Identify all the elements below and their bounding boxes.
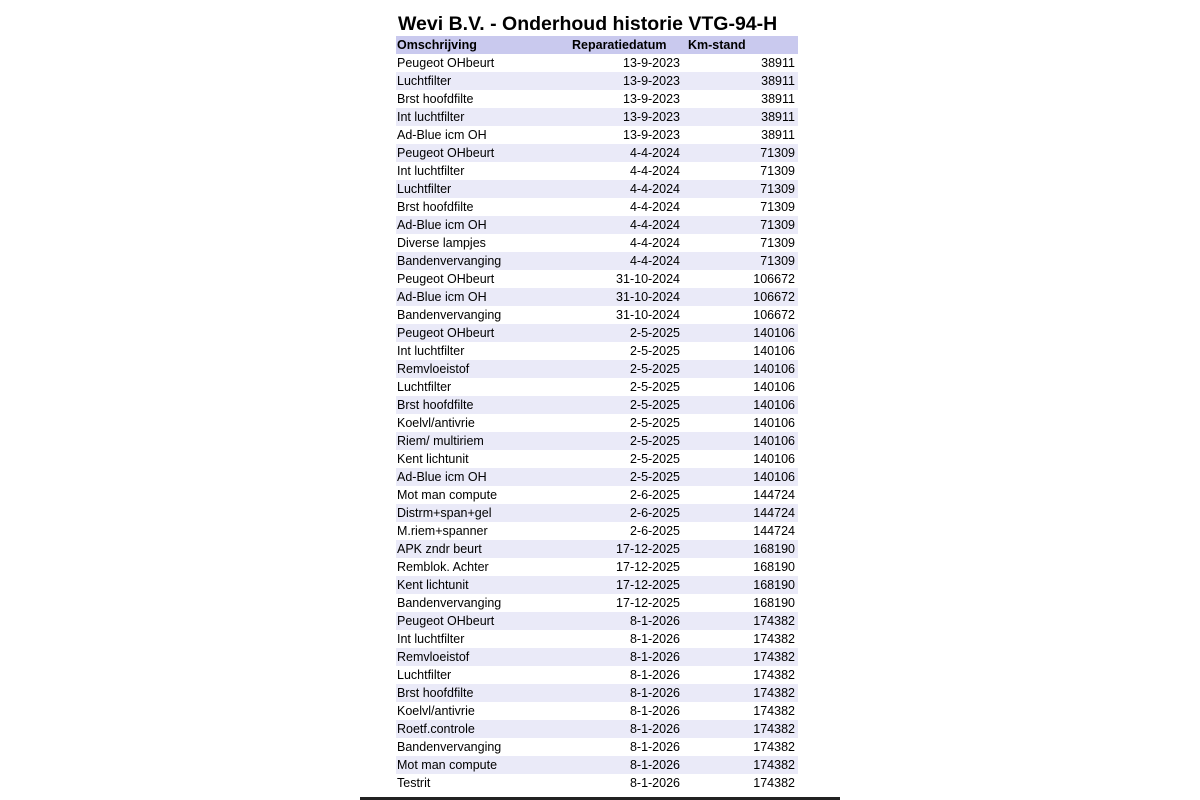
cell-km-stand: 174382 bbox=[682, 684, 798, 702]
cell-km-stand: 140106 bbox=[682, 468, 798, 486]
table-row bbox=[396, 630, 798, 648]
cell-omschrijving: Remvloeistof bbox=[396, 360, 570, 378]
table-row bbox=[396, 180, 798, 198]
table-row bbox=[396, 486, 798, 504]
cell-reparatiedatum: 4-4-2024 bbox=[570, 162, 682, 180]
table-row bbox=[396, 306, 798, 324]
cell-reparatiedatum: 17-12-2025 bbox=[570, 558, 682, 576]
table-row bbox=[396, 144, 798, 162]
cell-omschrijving: Luchtfilter bbox=[396, 378, 570, 396]
document-title: Wevi B.V. - Onderhoud historie VTG-94-H bbox=[398, 13, 778, 35]
cell-omschrijving: Luchtfilter bbox=[396, 72, 570, 90]
cell-omschrijving: Mot man compute bbox=[396, 756, 570, 774]
cell-km-stand: 38911 bbox=[682, 126, 798, 144]
cell-km-stand: 140106 bbox=[682, 432, 798, 450]
cell-reparatiedatum: 2-5-2025 bbox=[570, 468, 682, 486]
cell-km-stand: 140106 bbox=[682, 360, 798, 378]
table-row bbox=[396, 378, 798, 396]
cell-reparatiedatum: 13-9-2023 bbox=[570, 126, 682, 144]
cell-reparatiedatum: 8-1-2026 bbox=[570, 702, 682, 720]
cell-reparatiedatum: 13-9-2023 bbox=[570, 108, 682, 126]
maintenance-table bbox=[396, 36, 798, 792]
table-row bbox=[396, 198, 798, 216]
cell-omschrijving: APK zndr beurt bbox=[396, 540, 570, 558]
cell-omschrijving: Peugeot OHbeurt bbox=[396, 144, 570, 162]
cell-reparatiedatum: 31-10-2024 bbox=[570, 288, 682, 306]
cell-omschrijving: Brst hoofdfilte bbox=[396, 198, 570, 216]
cell-omschrijving: Bandenvervanging bbox=[396, 306, 570, 324]
cell-km-stand: 168190 bbox=[682, 594, 798, 612]
cell-omschrijving: Kent lichtunit bbox=[396, 450, 570, 468]
cell-km-stand: 106672 bbox=[682, 270, 798, 288]
table-row bbox=[396, 342, 798, 360]
cell-km-stand: 71309 bbox=[682, 180, 798, 198]
cell-km-stand: 71309 bbox=[682, 252, 798, 270]
table-row bbox=[396, 252, 798, 270]
table-body bbox=[396, 54, 798, 792]
table-row bbox=[396, 54, 798, 72]
cell-km-stand: 174382 bbox=[682, 630, 798, 648]
cell-reparatiedatum: 31-10-2024 bbox=[570, 270, 682, 288]
table-row bbox=[396, 756, 798, 774]
cell-reparatiedatum: 17-12-2025 bbox=[570, 576, 682, 594]
cell-reparatiedatum: 2-5-2025 bbox=[570, 414, 682, 432]
cell-reparatiedatum: 2-6-2025 bbox=[570, 504, 682, 522]
cell-omschrijving: Remvloeistof bbox=[396, 648, 570, 666]
table-row bbox=[396, 468, 798, 486]
table-row bbox=[396, 72, 798, 90]
cell-reparatiedatum: 17-12-2025 bbox=[570, 594, 682, 612]
table-row bbox=[396, 540, 798, 558]
table-row bbox=[396, 522, 798, 540]
cell-km-stand: 174382 bbox=[682, 702, 798, 720]
cell-omschrijving: Int luchtfilter bbox=[396, 630, 570, 648]
table-row bbox=[396, 126, 798, 144]
cell-omschrijving: Roetf.controle bbox=[396, 720, 570, 738]
cell-reparatiedatum: 13-9-2023 bbox=[570, 90, 682, 108]
column-header-km-stand: Km-stand bbox=[682, 36, 798, 54]
cell-km-stand: 144724 bbox=[682, 522, 798, 540]
cell-omschrijving: Testrit bbox=[396, 774, 570, 792]
cell-omschrijving: Ad-Blue icm OH bbox=[396, 288, 570, 306]
cell-omschrijving: Mot man compute bbox=[396, 486, 570, 504]
cell-km-stand: 38911 bbox=[682, 72, 798, 90]
cell-km-stand: 71309 bbox=[682, 144, 798, 162]
table-row bbox=[396, 90, 798, 108]
cell-reparatiedatum: 2-5-2025 bbox=[570, 450, 682, 468]
cell-km-stand: 168190 bbox=[682, 558, 798, 576]
cell-reparatiedatum: 4-4-2024 bbox=[570, 252, 682, 270]
cell-reparatiedatum: 8-1-2026 bbox=[570, 756, 682, 774]
table-row bbox=[396, 558, 798, 576]
table-row bbox=[396, 324, 798, 342]
table-row bbox=[396, 666, 798, 684]
table-row bbox=[396, 648, 798, 666]
cell-omschrijving: Int luchtfilter bbox=[396, 108, 570, 126]
table-row bbox=[396, 450, 798, 468]
cell-omschrijving: Bandenvervanging bbox=[396, 738, 570, 756]
cell-km-stand: 140106 bbox=[682, 396, 798, 414]
cell-reparatiedatum: 8-1-2026 bbox=[570, 720, 682, 738]
cell-reparatiedatum: 2-5-2025 bbox=[570, 378, 682, 396]
cell-km-stand: 174382 bbox=[682, 756, 798, 774]
cell-km-stand: 168190 bbox=[682, 576, 798, 594]
cell-omschrijving: Int luchtfilter bbox=[396, 162, 570, 180]
cell-km-stand: 174382 bbox=[682, 720, 798, 738]
cell-reparatiedatum: 2-5-2025 bbox=[570, 324, 682, 342]
table-row bbox=[396, 108, 798, 126]
cell-omschrijving: Luchtfilter bbox=[396, 666, 570, 684]
cell-omschrijving: Bandenvervanging bbox=[396, 252, 570, 270]
cell-reparatiedatum: 2-6-2025 bbox=[570, 486, 682, 504]
cell-omschrijving: Koelvl/antivrie bbox=[396, 702, 570, 720]
table-row bbox=[396, 270, 798, 288]
cell-km-stand: 38911 bbox=[682, 108, 798, 126]
cell-omschrijving: Luchtfilter bbox=[396, 180, 570, 198]
cell-reparatiedatum: 4-4-2024 bbox=[570, 216, 682, 234]
cell-reparatiedatum: 8-1-2026 bbox=[570, 612, 682, 630]
cell-reparatiedatum: 2-5-2025 bbox=[570, 342, 682, 360]
cell-km-stand: 140106 bbox=[682, 378, 798, 396]
table-row bbox=[396, 702, 798, 720]
cell-omschrijving: Ad-Blue icm OH bbox=[396, 126, 570, 144]
column-header-omschrijving: Omschrijving bbox=[396, 36, 570, 54]
cell-km-stand: 71309 bbox=[682, 198, 798, 216]
cell-km-stand: 38911 bbox=[682, 90, 798, 108]
cell-omschrijving: Peugeot OHbeurt bbox=[396, 54, 570, 72]
cell-reparatiedatum: 13-9-2023 bbox=[570, 54, 682, 72]
table-row bbox=[396, 774, 798, 792]
table-row bbox=[396, 414, 798, 432]
table-row bbox=[396, 216, 798, 234]
cell-km-stand: 71309 bbox=[682, 216, 798, 234]
cell-omschrijving: Kent lichtunit bbox=[396, 576, 570, 594]
cell-omschrijving: Ad-Blue icm OH bbox=[396, 216, 570, 234]
table-row bbox=[396, 504, 798, 522]
cell-omschrijving: M.riem+spanner bbox=[396, 522, 570, 540]
cell-reparatiedatum: 4-4-2024 bbox=[570, 180, 682, 198]
table-row bbox=[396, 288, 798, 306]
cell-reparatiedatum: 4-4-2024 bbox=[570, 234, 682, 252]
cell-km-stand: 38911 bbox=[682, 54, 798, 72]
table-row bbox=[396, 684, 798, 702]
cell-omschrijving: Peugeot OHbeurt bbox=[396, 612, 570, 630]
cell-omschrijving: Bandenvervanging bbox=[396, 594, 570, 612]
cell-km-stand: 106672 bbox=[682, 288, 798, 306]
cell-km-stand: 140106 bbox=[682, 342, 798, 360]
cell-omschrijving: Brst hoofdfilte bbox=[396, 684, 570, 702]
cell-omschrijving: Peugeot OHbeurt bbox=[396, 270, 570, 288]
cell-km-stand: 144724 bbox=[682, 486, 798, 504]
cell-reparatiedatum: 31-10-2024 bbox=[570, 306, 682, 324]
cell-km-stand: 174382 bbox=[682, 666, 798, 684]
table-row bbox=[396, 360, 798, 378]
cell-omschrijving: Koelvl/antivrie bbox=[396, 414, 570, 432]
cell-reparatiedatum: 4-4-2024 bbox=[570, 198, 682, 216]
cell-reparatiedatum: 8-1-2026 bbox=[570, 666, 682, 684]
cell-omschrijving: Remblok. Achter bbox=[396, 558, 570, 576]
table-row bbox=[396, 594, 798, 612]
cell-km-stand: 174382 bbox=[682, 612, 798, 630]
column-header-reparatiedatum: Reparatiedatum bbox=[570, 36, 682, 54]
cell-reparatiedatum: 2-5-2025 bbox=[570, 360, 682, 378]
table-row bbox=[396, 432, 798, 450]
cell-km-stand: 106672 bbox=[682, 306, 798, 324]
cell-km-stand: 140106 bbox=[682, 450, 798, 468]
cell-reparatiedatum: 13-9-2023 bbox=[570, 72, 682, 90]
table-row bbox=[396, 162, 798, 180]
cell-km-stand: 174382 bbox=[682, 774, 798, 792]
table-row bbox=[396, 576, 798, 594]
cell-reparatiedatum: 8-1-2026 bbox=[570, 684, 682, 702]
cell-omschrijving: Distrm+span+gel bbox=[396, 504, 570, 522]
cell-reparatiedatum: 8-1-2026 bbox=[570, 774, 682, 792]
cell-km-stand: 140106 bbox=[682, 324, 798, 342]
cell-reparatiedatum: 2-6-2025 bbox=[570, 522, 682, 540]
cell-km-stand: 71309 bbox=[682, 234, 798, 252]
cell-reparatiedatum: 17-12-2025 bbox=[570, 540, 682, 558]
cell-omschrijving: Peugeot OHbeurt bbox=[396, 324, 570, 342]
cell-km-stand: 144724 bbox=[682, 504, 798, 522]
cell-reparatiedatum: 2-5-2025 bbox=[570, 396, 682, 414]
table-row bbox=[396, 396, 798, 414]
cell-km-stand: 168190 bbox=[682, 540, 798, 558]
table-header bbox=[396, 36, 798, 54]
cell-km-stand: 174382 bbox=[682, 648, 798, 666]
cell-reparatiedatum: 8-1-2026 bbox=[570, 738, 682, 756]
table-row bbox=[396, 234, 798, 252]
cell-omschrijving: Brst hoofdfilte bbox=[396, 90, 570, 108]
maintenance-document bbox=[396, 12, 798, 792]
table-row bbox=[396, 612, 798, 630]
cell-km-stand: 174382 bbox=[682, 738, 798, 756]
cell-reparatiedatum: 2-5-2025 bbox=[570, 432, 682, 450]
cell-omschrijving: Ad-Blue icm OH bbox=[396, 468, 570, 486]
cell-reparatiedatum: 4-4-2024 bbox=[570, 144, 682, 162]
cell-omschrijving: Int luchtfilter bbox=[396, 342, 570, 360]
cell-omschrijving: Diverse lampjes bbox=[396, 234, 570, 252]
table-row bbox=[396, 720, 798, 738]
cell-omschrijving: Brst hoofdfilte bbox=[396, 396, 570, 414]
cell-km-stand: 140106 bbox=[682, 414, 798, 432]
cell-km-stand: 71309 bbox=[682, 162, 798, 180]
cell-omschrijving: Riem/ multiriem bbox=[396, 432, 570, 450]
cell-reparatiedatum: 8-1-2026 bbox=[570, 648, 682, 666]
header-row bbox=[396, 36, 798, 54]
table-row bbox=[396, 738, 798, 756]
cell-reparatiedatum: 8-1-2026 bbox=[570, 630, 682, 648]
